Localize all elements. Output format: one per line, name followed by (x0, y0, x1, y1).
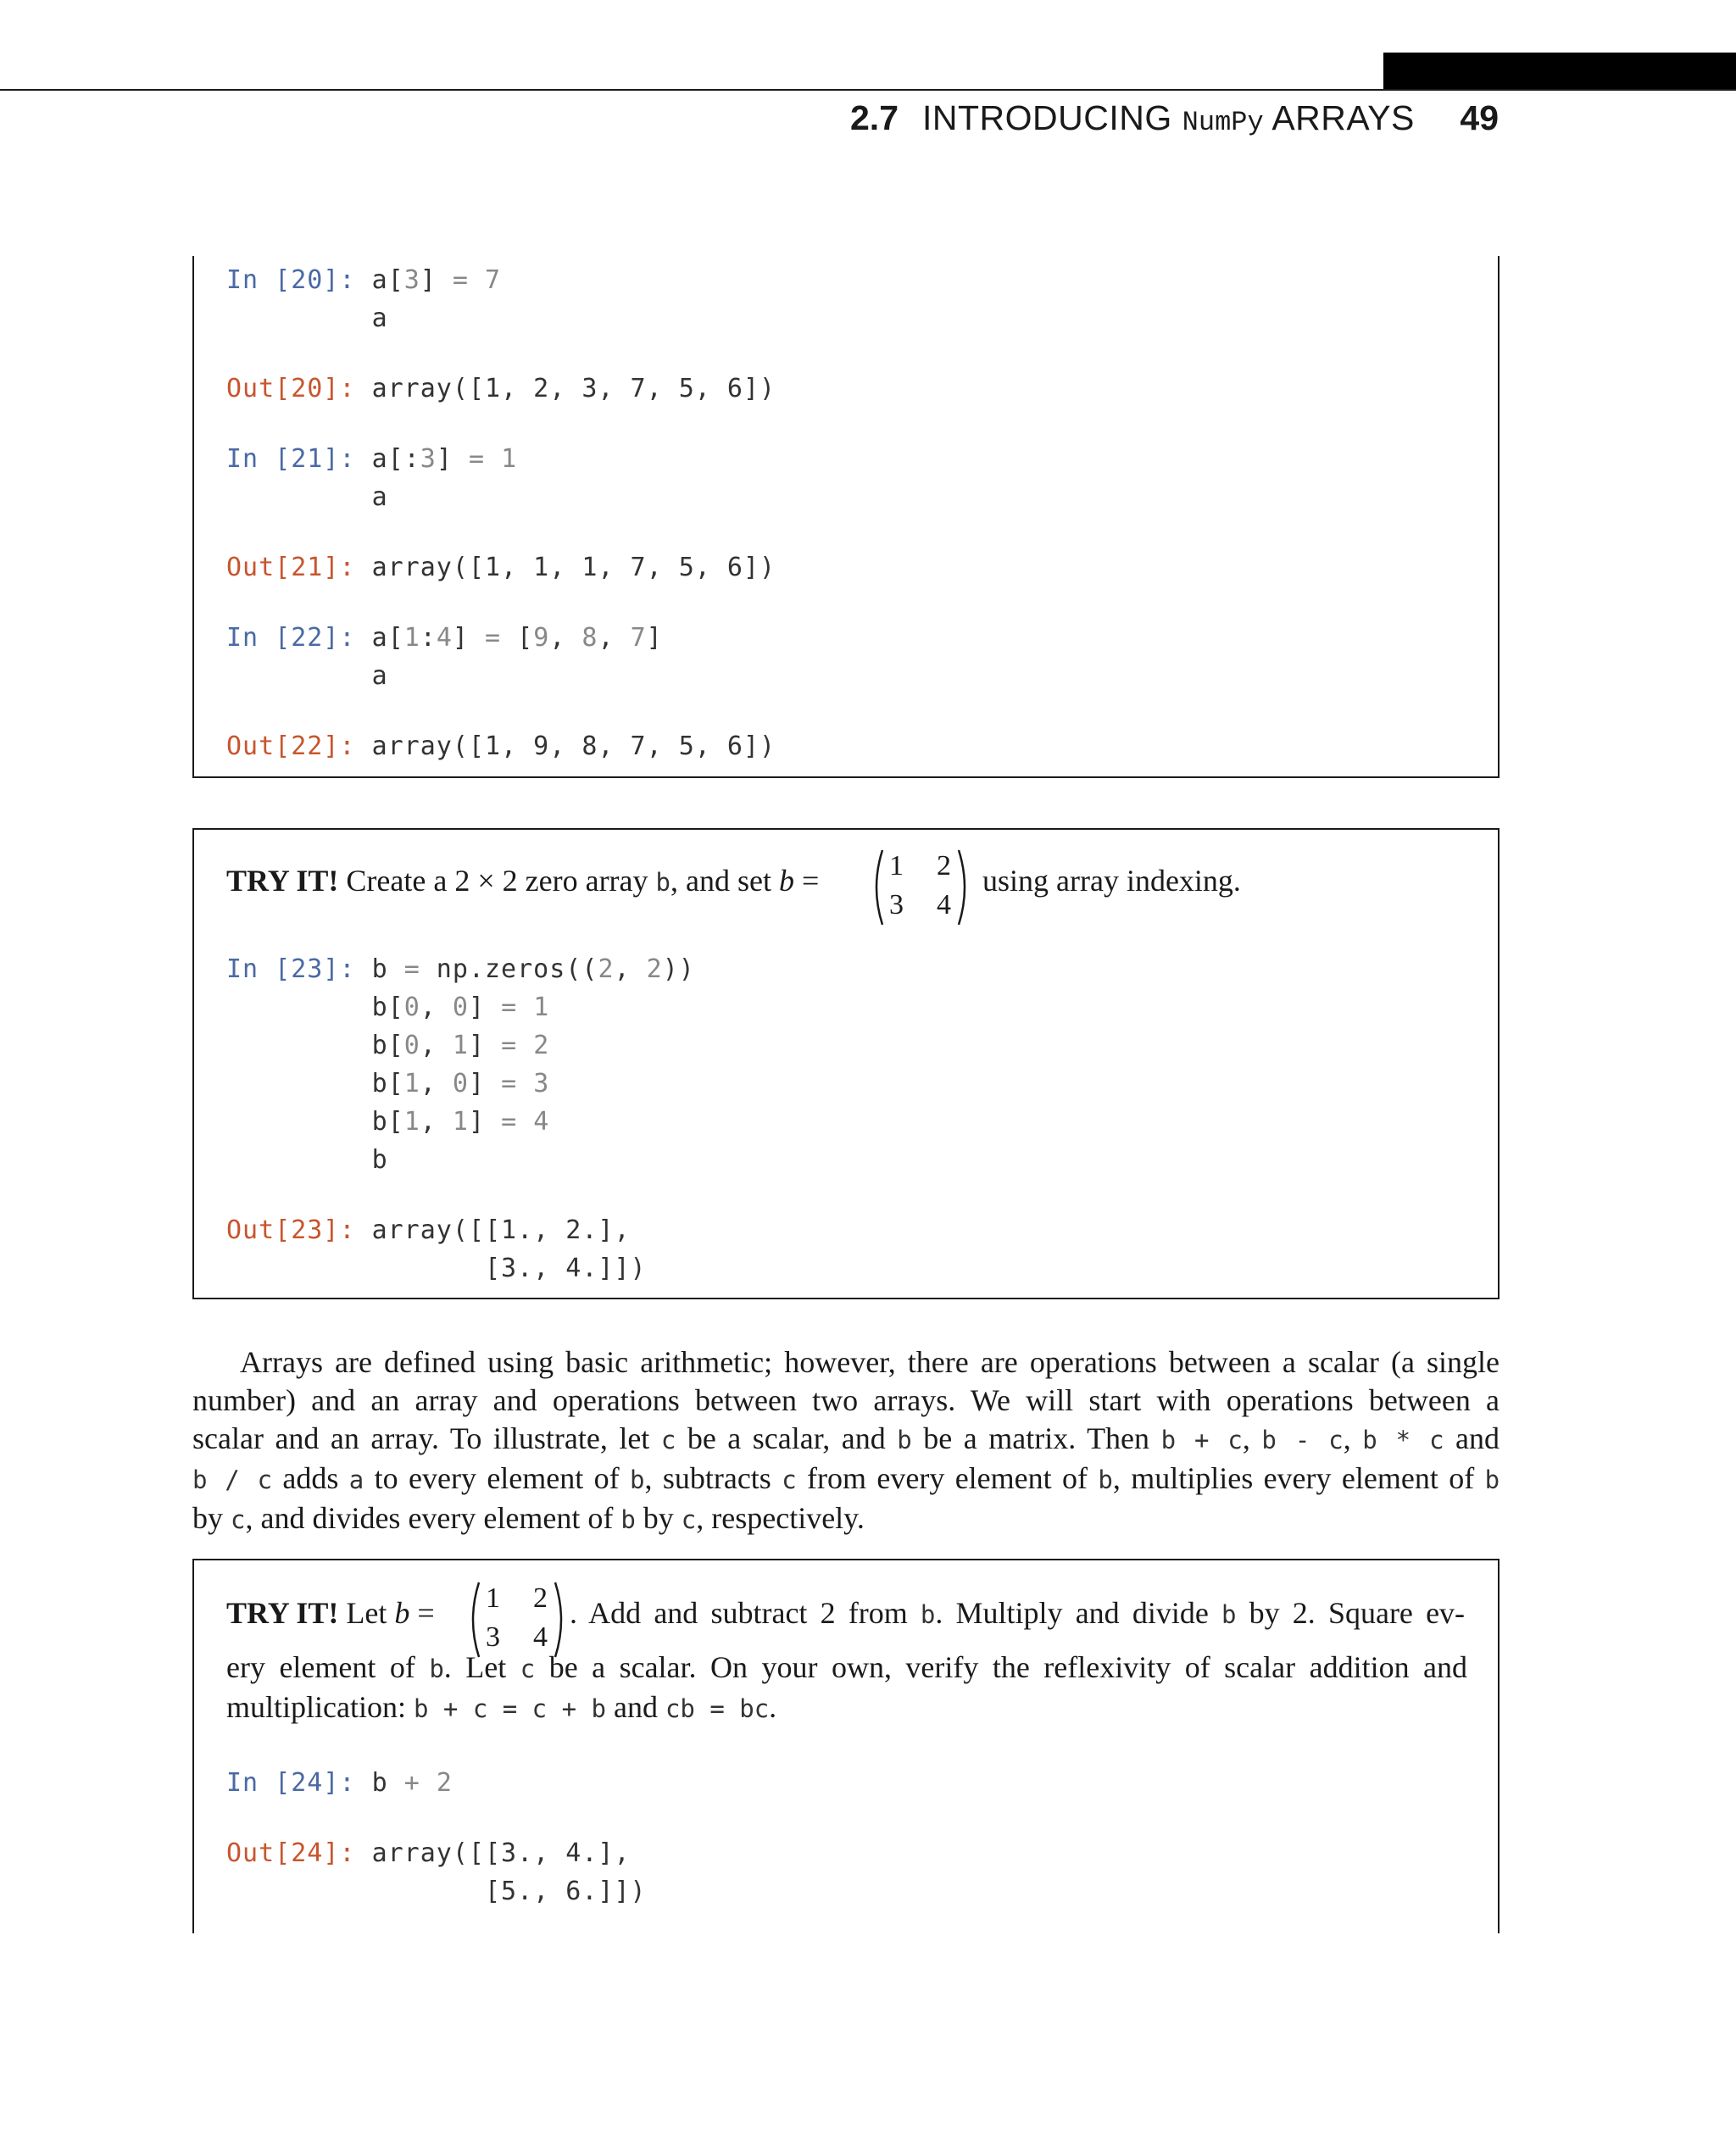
page-number: 49 (1460, 98, 1499, 137)
try-it-box-1 (192, 828, 1500, 1299)
code-line: b = np.zeros((2, 2)) (371, 954, 695, 984)
section-title-pre: INTRODUCING (922, 98, 1172, 137)
out-prompt: Out[24]: (226, 1838, 356, 1868)
code-line: a[1:4] = [9, 8, 7] (371, 623, 663, 653)
paragraph-line: number) and an array and operations between two arrays. We will start with operations between a (192, 1383, 1500, 1417)
section-title-code: NumPy (1182, 107, 1264, 138)
code-cell-23 (226, 950, 695, 1179)
body-paragraph (192, 1343, 1500, 1539)
paragraph-line: scalar and an array. To illustrate, let c be a scalar, and b be a matrix. Then b + c, b - c, b * c and (192, 1421, 1500, 1455)
output-line: array([1, 1, 1, 7, 5, 6]) (371, 553, 776, 582)
code-cell-20 (226, 261, 501, 337)
code-line: b (371, 1145, 388, 1175)
section-title (922, 98, 1415, 138)
code-line: b[0, 1] = 2 (371, 1031, 550, 1060)
code-line: a[:3] = 1 (371, 444, 518, 474)
math-var: b (778, 864, 794, 898)
matrix-cell: 4 (937, 889, 951, 920)
in-prompt: In [24]: (226, 1768, 356, 1798)
code-output-23 (226, 1211, 647, 1287)
equals-sign: = (801, 864, 820, 898)
code-line: b[1, 0] = 3 (371, 1069, 550, 1098)
code-line: a (371, 661, 388, 691)
code-line: a (371, 303, 388, 333)
in-prompt: In [21]: (226, 444, 356, 474)
prompt-text: Create a 2 × 2 zero array (346, 864, 648, 898)
code-line: a (371, 482, 388, 512)
prompt-text: using array indexing. (982, 864, 1241, 898)
out-prompt: Out[23]: (226, 1215, 356, 1245)
paragraph-line: by c, and divides every element of b by c, respectively. (192, 1501, 865, 1535)
code-cell-21 (226, 440, 517, 516)
code-block-1 (192, 256, 1500, 778)
matrix-cell: 2 (533, 1582, 548, 1614)
matrix-cell: 4 (533, 1621, 548, 1653)
matrix-cell: 2 (937, 850, 951, 881)
try-it-2-prompt-line1: . Add and subtract 2 from b. Multiply and divide b by 2. Square ev- (570, 1596, 1466, 1630)
matrix-cell: 3 (889, 889, 904, 920)
section-number: 2.7 (850, 98, 899, 137)
try-it-label: TRY IT! (226, 1596, 339, 1630)
paragraph-line: b / c adds a to every element of b, subtracts c from every element of b, multiplies every element of b (192, 1461, 1500, 1495)
output-line: [3., 4.]]) (371, 1254, 647, 1283)
out-prompt: Out[22]: (226, 731, 356, 761)
code-output-21 (226, 548, 776, 587)
matrix-cell: 3 (486, 1621, 500, 1653)
matrix-1 (869, 847, 972, 928)
code-line: a[3] = 7 (371, 265, 502, 295)
try-it-label: TRY IT! (226, 864, 339, 898)
try-it-2-prompt-start (226, 1594, 435, 1632)
try-it-box-2 (192, 1559, 1500, 1933)
code-line: b[1, 1] = 4 (371, 1107, 550, 1137)
equals-sign: = (417, 1596, 435, 1630)
in-prompt: In [22]: (226, 623, 356, 653)
matrix-cell: 1 (486, 1582, 500, 1614)
try-it-2-prompt-rest: ery element of b. Let c be a scalar. On your own, verify the reflexivity of scalar addition and multiplication: b + c = c + b and cb = bc. (226, 1650, 1468, 1724)
math-var: b (394, 1596, 410, 1630)
code-output-20 (226, 370, 776, 408)
out-prompt: Out[20]: (226, 374, 356, 403)
section-title-post: ARRAYS (1271, 98, 1415, 137)
header-rule (0, 89, 1736, 91)
paragraph-line: Arrays are defined using basic arithmetic; however, there are operations between a scalar (a single (240, 1345, 1500, 1379)
output-line: array([[1., 2.], (371, 1215, 631, 1245)
code-output-22 (226, 727, 776, 765)
output-line: array([[3., 4.], (371, 1838, 631, 1868)
code-cell-24 (226, 1764, 453, 1802)
running-head (831, 93, 1499, 144)
output-line: array([1, 2, 3, 7, 5, 6]) (371, 374, 776, 403)
header-black-bar (1383, 53, 1736, 90)
code-line: b[0, 0] = 1 (371, 993, 550, 1022)
output-line: array([1, 9, 8, 7, 5, 6]) (371, 731, 776, 761)
try-it-1-prompt (226, 862, 819, 902)
inline-code: b (655, 868, 670, 897)
matrix-brackets (869, 847, 972, 928)
prompt-text: Let (346, 1596, 387, 1630)
matrix-cell: 1 (889, 850, 904, 881)
in-prompt: In [23]: (226, 954, 356, 984)
out-prompt: Out[21]: (226, 553, 356, 582)
code-cell-22 (226, 619, 663, 695)
code-output-24 (226, 1834, 647, 1910)
prompt-text: , and set (670, 864, 771, 898)
code-line: b + 2 (371, 1768, 453, 1798)
in-prompt: In [20]: (226, 265, 356, 295)
output-line: [5., 6.]]) (371, 1877, 647, 1906)
